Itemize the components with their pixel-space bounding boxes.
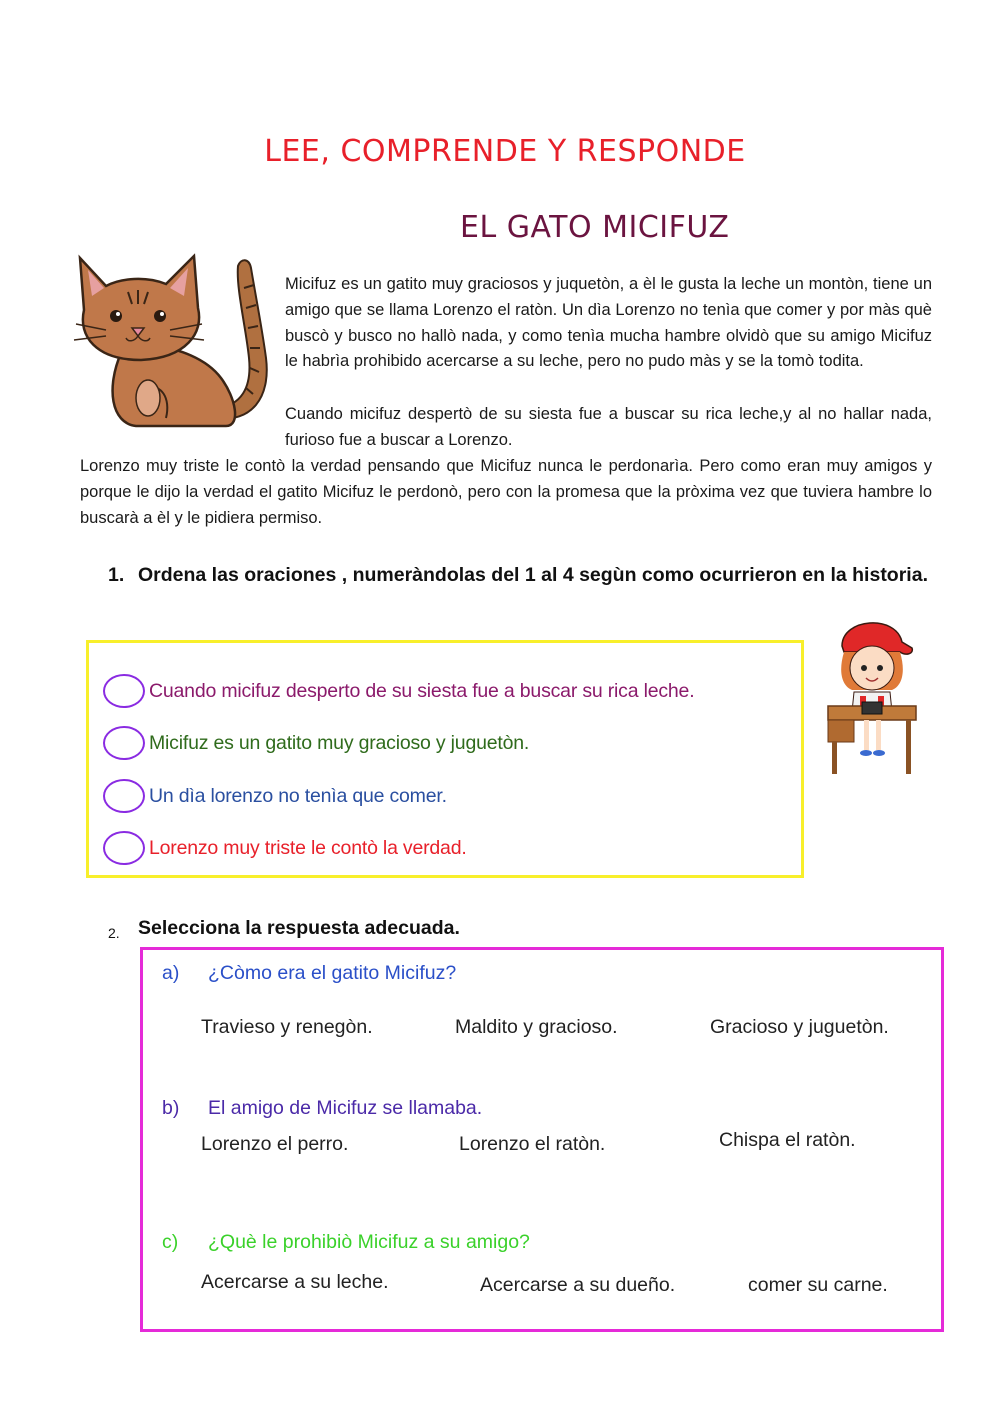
sub-question-a	[162, 962, 456, 985]
answer-option[interactable]: Chispa el ratòn.	[719, 1129, 856, 1151]
order-sentence: Cuando micifuz desperto de su siesta fue a buscar su rica leche.	[149, 679, 695, 702]
sub-question-text: ¿Còmo era el gatito Micifuz?	[208, 962, 457, 984]
story-title: EL GATO MICIFUZ	[460, 210, 730, 245]
question-2-number: 2.	[108, 925, 120, 941]
answer-option[interactable]: Acercarse a su leche.	[201, 1271, 389, 1293]
sub-question-text: El amigo de Micifuz se llamaba.	[208, 1097, 483, 1119]
story-paragraph-3: Lorenzo muy triste le contò la verdad pensando que Micifuz nunca le perdonarìa. Pero como eran muy amigos y porque le dijo la verdad el gatito Micifuz le perdonò, pero con la promesa que la pròxima vez que tuviera hambre lo buscarà a èl y le pidiera permiso.	[80, 457, 932, 527]
order-input-circle[interactable]	[103, 674, 145, 708]
order-item-4	[105, 828, 467, 868]
story-paragraph-2: Cuando micifuz despertò de su siesta fue a buscar su rica leche,y al no hallar nada, furioso fue a buscar a Lorenzo.	[285, 405, 932, 449]
sub-question-c	[162, 1231, 530, 1254]
order-input-circle[interactable]	[103, 831, 145, 865]
order-item-3	[105, 776, 447, 816]
answer-option[interactable]: comer su carne.	[748, 1274, 888, 1296]
order-input-circle[interactable]	[103, 726, 145, 760]
question-1-prompt: Ordena las oraciones , numeràndolas del 1 al 4 segùn como ocurrieron en la historia.	[138, 564, 928, 586]
answer-option[interactable]: Maldito y gracioso.	[455, 1016, 618, 1038]
page-title: LEE, COMPRENDE Y RESPONDE	[264, 134, 746, 169]
answer-option[interactable]: Lorenzo el perro.	[201, 1133, 349, 1155]
story-paragraph-1: Micifuz es un gatito muy graciosos y juquetòn, a èl le gusta la leche un montòn, tiene un amigo que se llama Lorenzo el ratòn. Un dìa Lorenzo no tenìa que comer y por màs què buscò y busco no hallò nada, y como tenìa mucha hambre olvidò que su amigo Micifuz le habrìa prohibido acercarse a su leche, pero no pudo màs y se la tomò todita.	[285, 275, 932, 371]
sub-question-letter: c)	[162, 1231, 179, 1253]
question-1-number: 1.	[108, 564, 125, 586]
order-sentence: Un dìa lorenzo no tenìa que comer.	[149, 784, 447, 807]
sub-question-b	[162, 1097, 482, 1120]
sub-question-letter: b)	[162, 1097, 180, 1119]
order-item-2	[105, 723, 529, 763]
sub-question-letter: a)	[162, 962, 180, 984]
answer-option[interactable]: Gracioso y juguetòn.	[710, 1016, 889, 1038]
answer-option[interactable]: Travieso y renegòn.	[201, 1016, 373, 1038]
answer-option[interactable]: Acercarse a su dueño.	[480, 1274, 676, 1296]
order-input-circle[interactable]	[103, 779, 145, 813]
girl-at-desk-illustration	[826, 612, 918, 777]
answer-option[interactable]: Lorenzo el ratòn.	[459, 1133, 606, 1155]
order-sentence: Lorenzo muy triste le contò la verdad.	[149, 836, 467, 859]
order-item-1	[105, 671, 694, 711]
cat-illustration	[66, 248, 276, 438]
order-sentence: Micifuz es un gatito muy gracioso y juguetòn.	[149, 731, 530, 754]
sub-question-text: ¿Què le prohibiò Micifuz a su amigo?	[208, 1231, 530, 1253]
question-2-prompt: Selecciona la respuesta adecuada.	[138, 917, 460, 939]
